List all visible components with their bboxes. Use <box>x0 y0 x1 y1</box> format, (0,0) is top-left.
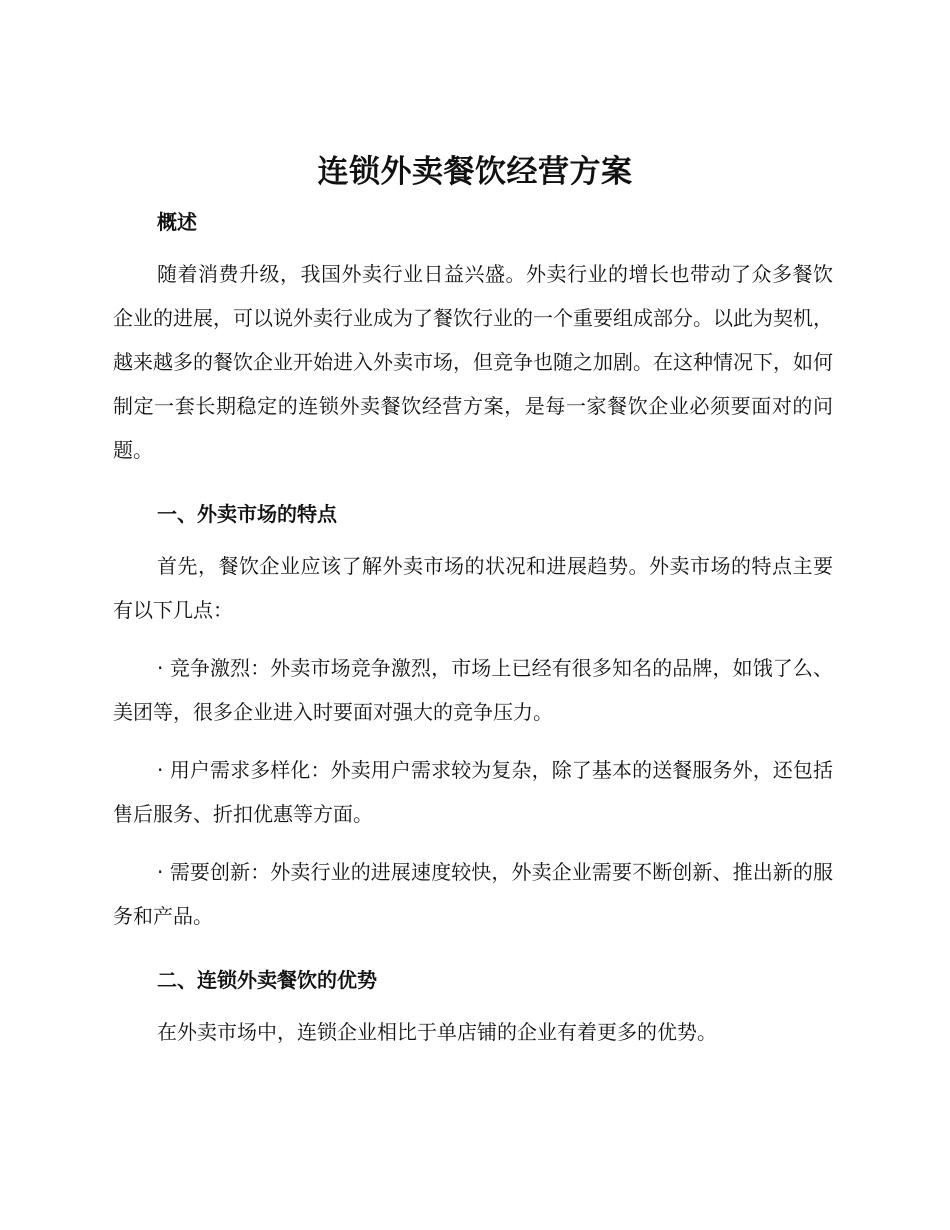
section-heading-advantages: 二、连锁外卖餐饮的优势 <box>157 968 377 992</box>
bullet-item-user-needs: · 用户需求多样化：外卖用户需求较为复杂，除了基本的送餐服务外，还包括售后服务、折扣优惠等方面。 <box>113 758 833 826</box>
spacer <box>113 734 833 748</box>
section-heading-overview: 概述 <box>157 210 197 234</box>
spacer <box>113 238 833 252</box>
paragraph-advantages: 在外卖市场中，连锁企业相比于单店铺的企业有着更多的优势。 <box>157 1020 717 1044</box>
spacer <box>113 938 833 964</box>
spacer <box>113 996 833 1010</box>
spacer <box>113 836 833 850</box>
document-title: 连锁外卖餐饮经营方案 <box>317 154 633 190</box>
spacer <box>113 632 833 646</box>
bullet-item-innovation: · 需要创新：外卖行业的进展速度较快，外卖企业需要不断创新、推出新的服务和产品。 <box>113 860 833 928</box>
paragraph-market-intro: 首先，餐饮企业应该了解外卖市场的状况和进展趋势。外卖市场的特点主要有以下几点： <box>113 554 833 622</box>
document-body <box>113 206 833 1054</box>
bullet-item-competition: · 竞争激烈：外卖市场竞争激烈，市场上已经有很多知名的品牌，如饿了么、美团等，很多企业进入时要面对强大的竞争压力。 <box>113 656 833 724</box>
paragraph-overview: 随着消费升级，我国外卖行业日益兴盛。外卖行业的增长也带动了众多餐饮企业的进展，可以说外卖行业成为了餐饮行业的一个重要组成部分。以此为契机，越来越多的餐饮企业开始进入外卖市场，但竞争也随之加剧。在这种情况下，如何制定一套长期稳定的连锁外卖餐饮经营方案，是每一家餐饮企业必须要面对的问题。 <box>113 262 833 462</box>
spacer <box>113 530 833 544</box>
spacer <box>113 472 833 498</box>
section-heading-market: 一、外卖市场的特点 <box>157 502 337 526</box>
